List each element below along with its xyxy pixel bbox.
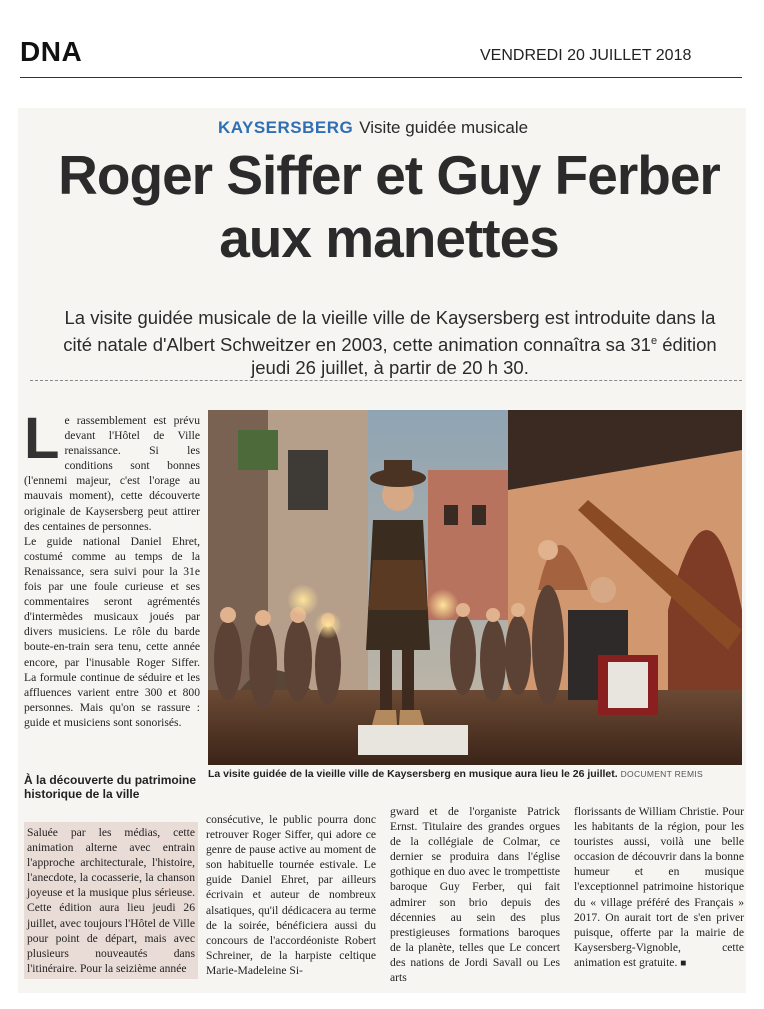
kicker-label: Visite guidée musicale [359, 118, 529, 137]
article-kicker [218, 118, 528, 138]
dek-superscript: e [650, 334, 658, 347]
column-4-text: florissants de William Christie. Pour les habitants de la région, pour les touristes aussi, voilà une belle occasion de découvrir dans la bonne humeur et en musique l'exceptionnel patrimoine historique du « village préféré des Français » 2017. On aurait tort de s'en priver puisque, offerte par la mairie de Kaysersberg-Vignoble, cette animation est gratuite. [574, 805, 744, 969]
caption-text: La visite guidée de la vieille ville de Kaysersberg en musique aura lieu le 26 juillet. [208, 768, 618, 780]
drop-cap: L [24, 406, 60, 471]
dek-text-end: édition jeudi 26 juillet, à partir de 20 h 30. [251, 333, 717, 379]
body-paragraph-2: Le guide national Daniel Ehret, costumé comme au temps de la Renaissance, sera suivi pour la 31e fois par une foule curieuse et ses commentaires seront agrémentés d'intermèdes musicaux joués par divers musiciens. Le rôle du barde boute-en-train sera tenu, cette année encore, par l'inusable Roger Siffer. La formule continue de séduire et les affluences varient entre 300 et 800 personnes. Mais qu'on se rassure : guide et musiciens sont sonorisés. [24, 534, 200, 729]
masthead-divider [20, 77, 742, 78]
photo-caption [208, 768, 742, 782]
article-column-1 [24, 406, 200, 730]
dek-divider [30, 380, 742, 381]
photo-illustration [208, 410, 742, 765]
issue-date: VENDREDI 20 JUILLET 2018 [480, 47, 692, 64]
article-dek [60, 306, 720, 380]
article-photo [208, 410, 742, 765]
article-column-3: gward et de l'organiste Patrick Ernst. Titulaire des grandes orgues de la collégiale de Colmar, ce dernier se produira dans l'église gothique en duo avec le trompettiste baroque Guy Ferber, qui fait admirer son brio depuis des décennies au sein des plus prestigieuses formations baroques de la planète, telles que Le concert des nations de Jordi Savall ou Les arts [390, 805, 560, 985]
article-column-1-bottom: Saluée par les médias, cette animation alterne avec entrain l'approche architecturale, l'histoire, l'anecdote, la cocasserie, la chanson joyeuse et la musique plus sérieuse. Cette édition aura lieu jeudi 26 juillet, avec toujours l'Hôtel de Ville pour point de départ, mais avec plusieurs nouveautés dans l'itinéraire. Pour la seizième année [24, 822, 198, 979]
newspaper-logo: DNA [20, 36, 83, 67]
photo-credit: DOCUMENT REMIS [620, 769, 704, 779]
end-mark: ■ [680, 957, 687, 969]
article-headline: Roger Siffer et Guy Ferber aux manettes [58, 144, 720, 269]
kicker-location: KAYSERSBERG [218, 118, 354, 137]
lead-paragraph: e rassemblement est prévu devant l'Hôtel de Ville renaissance. Si les conditions sont bonnes (l'ennemi majeur, c'est l'orage au mauvais moment), cette découverte originale de Kaysersberg peut attirer des centaines de personnes. [24, 414, 200, 533]
dek-text: La visite guidée musicale de la vieille ville de Kaysersberg est introduite dans la cité natale d'Albert Schweitzer en 2003, cette animation connaîtra sa 31 [63, 307, 716, 355]
article-column-2: consécutive, le public pourra donc retrouver Roger Siffer, qui adore ce genre de pause active au moment de son habituelle tournée estivale. Le guide Daniel Ehret, par ailleurs écrivain et auteur de nombreux alsatiques, qu'il dédicacera au terme de la soirée, bénéficiera aussi du concours de l'accordéoniste Robert Schreiner, de la harpiste celtique Marie-Madeleine Si- [206, 813, 376, 977]
article-column-4 [574, 804, 744, 971]
article-subheading: À la découverte du patrimoine historique de la ville [24, 773, 197, 801]
